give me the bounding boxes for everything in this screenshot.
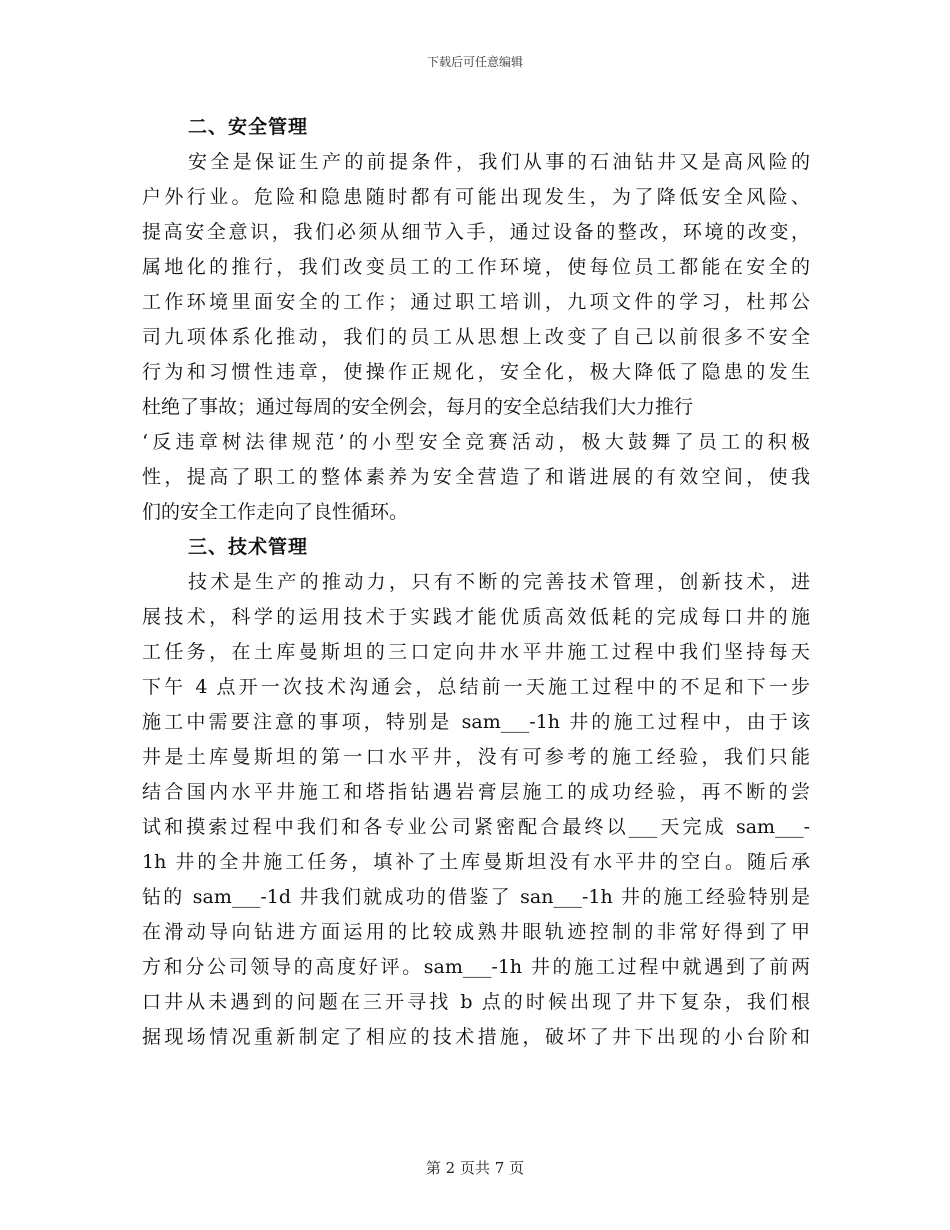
paragraph-line: 钻的 sam___-1d 井我们就成功的借鉴了 san___-1h 井的施工经验特别是 [142, 886, 810, 908]
paragraph-line: 性，提高了职工的整体素养为安全营造了和谐进展的有效空间，使我 [142, 466, 810, 488]
paragraph-line: 行为和习惯性违章，使操作正规化，安全化，极大降低了隐患的发生 [142, 361, 810, 383]
paragraph-line: 户外行业。危险和隐患随时都有可能出现发生，为了降低安全风险、 [142, 186, 810, 208]
page-number: 第 2 页共 7 页 [425, 1159, 525, 1177]
paragraph-line: 技术是生产的推动力，只有不断的完善技术管理，创新技术，进 [188, 571, 810, 593]
section-heading: 三、技术管理 [188, 536, 309, 558]
paragraph-line: 结合国内水平井施工和塔指钻遇岩膏层施工的成功经验，再不断的尝 [142, 781, 810, 803]
page-header: 下载后可任意编辑 [426, 55, 523, 69]
paragraph-line: 们的安全工作走向了良性循环。 [142, 501, 409, 523]
section-heading: 二、安全管理 [188, 116, 309, 138]
paragraph-line: 方和分公司领导的高度好评。sam___-1h 井的施工过程中就遇到了前两 [142, 956, 810, 978]
paragraph-line: 口井从未遇到的问题在三开寻找 b 点的时候出现了井下复杂，我们根 [142, 991, 810, 1013]
paragraph-line: 杜绝了事故；通过每周的安全例会，每月的安全总结我们大力推行 [142, 396, 694, 418]
paragraph-line: 安全是保证生产的前提条件，我们从事的石油钻井又是高风险的 [188, 151, 810, 173]
document-body [142, 110, 810, 1055]
paragraph-line: 井是土库曼斯坦的第一口水平井，没有可参考的施工经验，我们只能 [142, 746, 810, 768]
paragraph-line: 施工中需要注意的事项，特别是 sam___-1h 井的施工过程中，由于该 [142, 711, 810, 733]
paragraph-line: 工作环境里面安全的工作；通过职工培训，九项文件的学习，杜邦公 [142, 291, 810, 313]
paragraph-line: 试和摸索过程中我们和各专业公司紧密配合最终以___天完成 sam___- [142, 816, 810, 838]
paragraph-line: 司九项体系化推动，我们的员工从思想上改变了自己以前很多不安全 [142, 326, 810, 348]
paragraph-line: 在滑动导向钻进方面运用的比较成熟井眼轨迹控制的非常好得到了甲 [142, 921, 810, 943]
paragraph-line: 下午 4 点开一次技术沟通会，总结前一天施工过程中的不足和下一步 [142, 676, 810, 698]
paragraph-line: 展技术，科学的运用技术于实践才能优质高效低耗的完成每口井的施 [142, 606, 810, 628]
paragraph-line: 1h 井的全井施工任务，填补了土库曼斯坦没有水平井的空白。随后承 [142, 851, 810, 873]
paragraph-line: 提高安全意识，我们必须从细节入手，通过设备的整改，环境的改变， [142, 221, 810, 243]
paragraph-line: 工任务，在土库曼斯坦的三口定向井水平井施工过程中我们坚持每天 [142, 641, 810, 663]
paragraph-line: ‘反违章树法律规范’的小型安全竞赛活动，极大鼓舞了员工的积极 [142, 431, 810, 453]
paragraph-line: 据现场情况重新制定了相应的技术措施，破坏了井下出现的小台阶和 [142, 1026, 810, 1048]
paragraph-line: 属地化的推行，我们改变员工的工作环境，使每位员工都能在安全的 [142, 256, 810, 278]
